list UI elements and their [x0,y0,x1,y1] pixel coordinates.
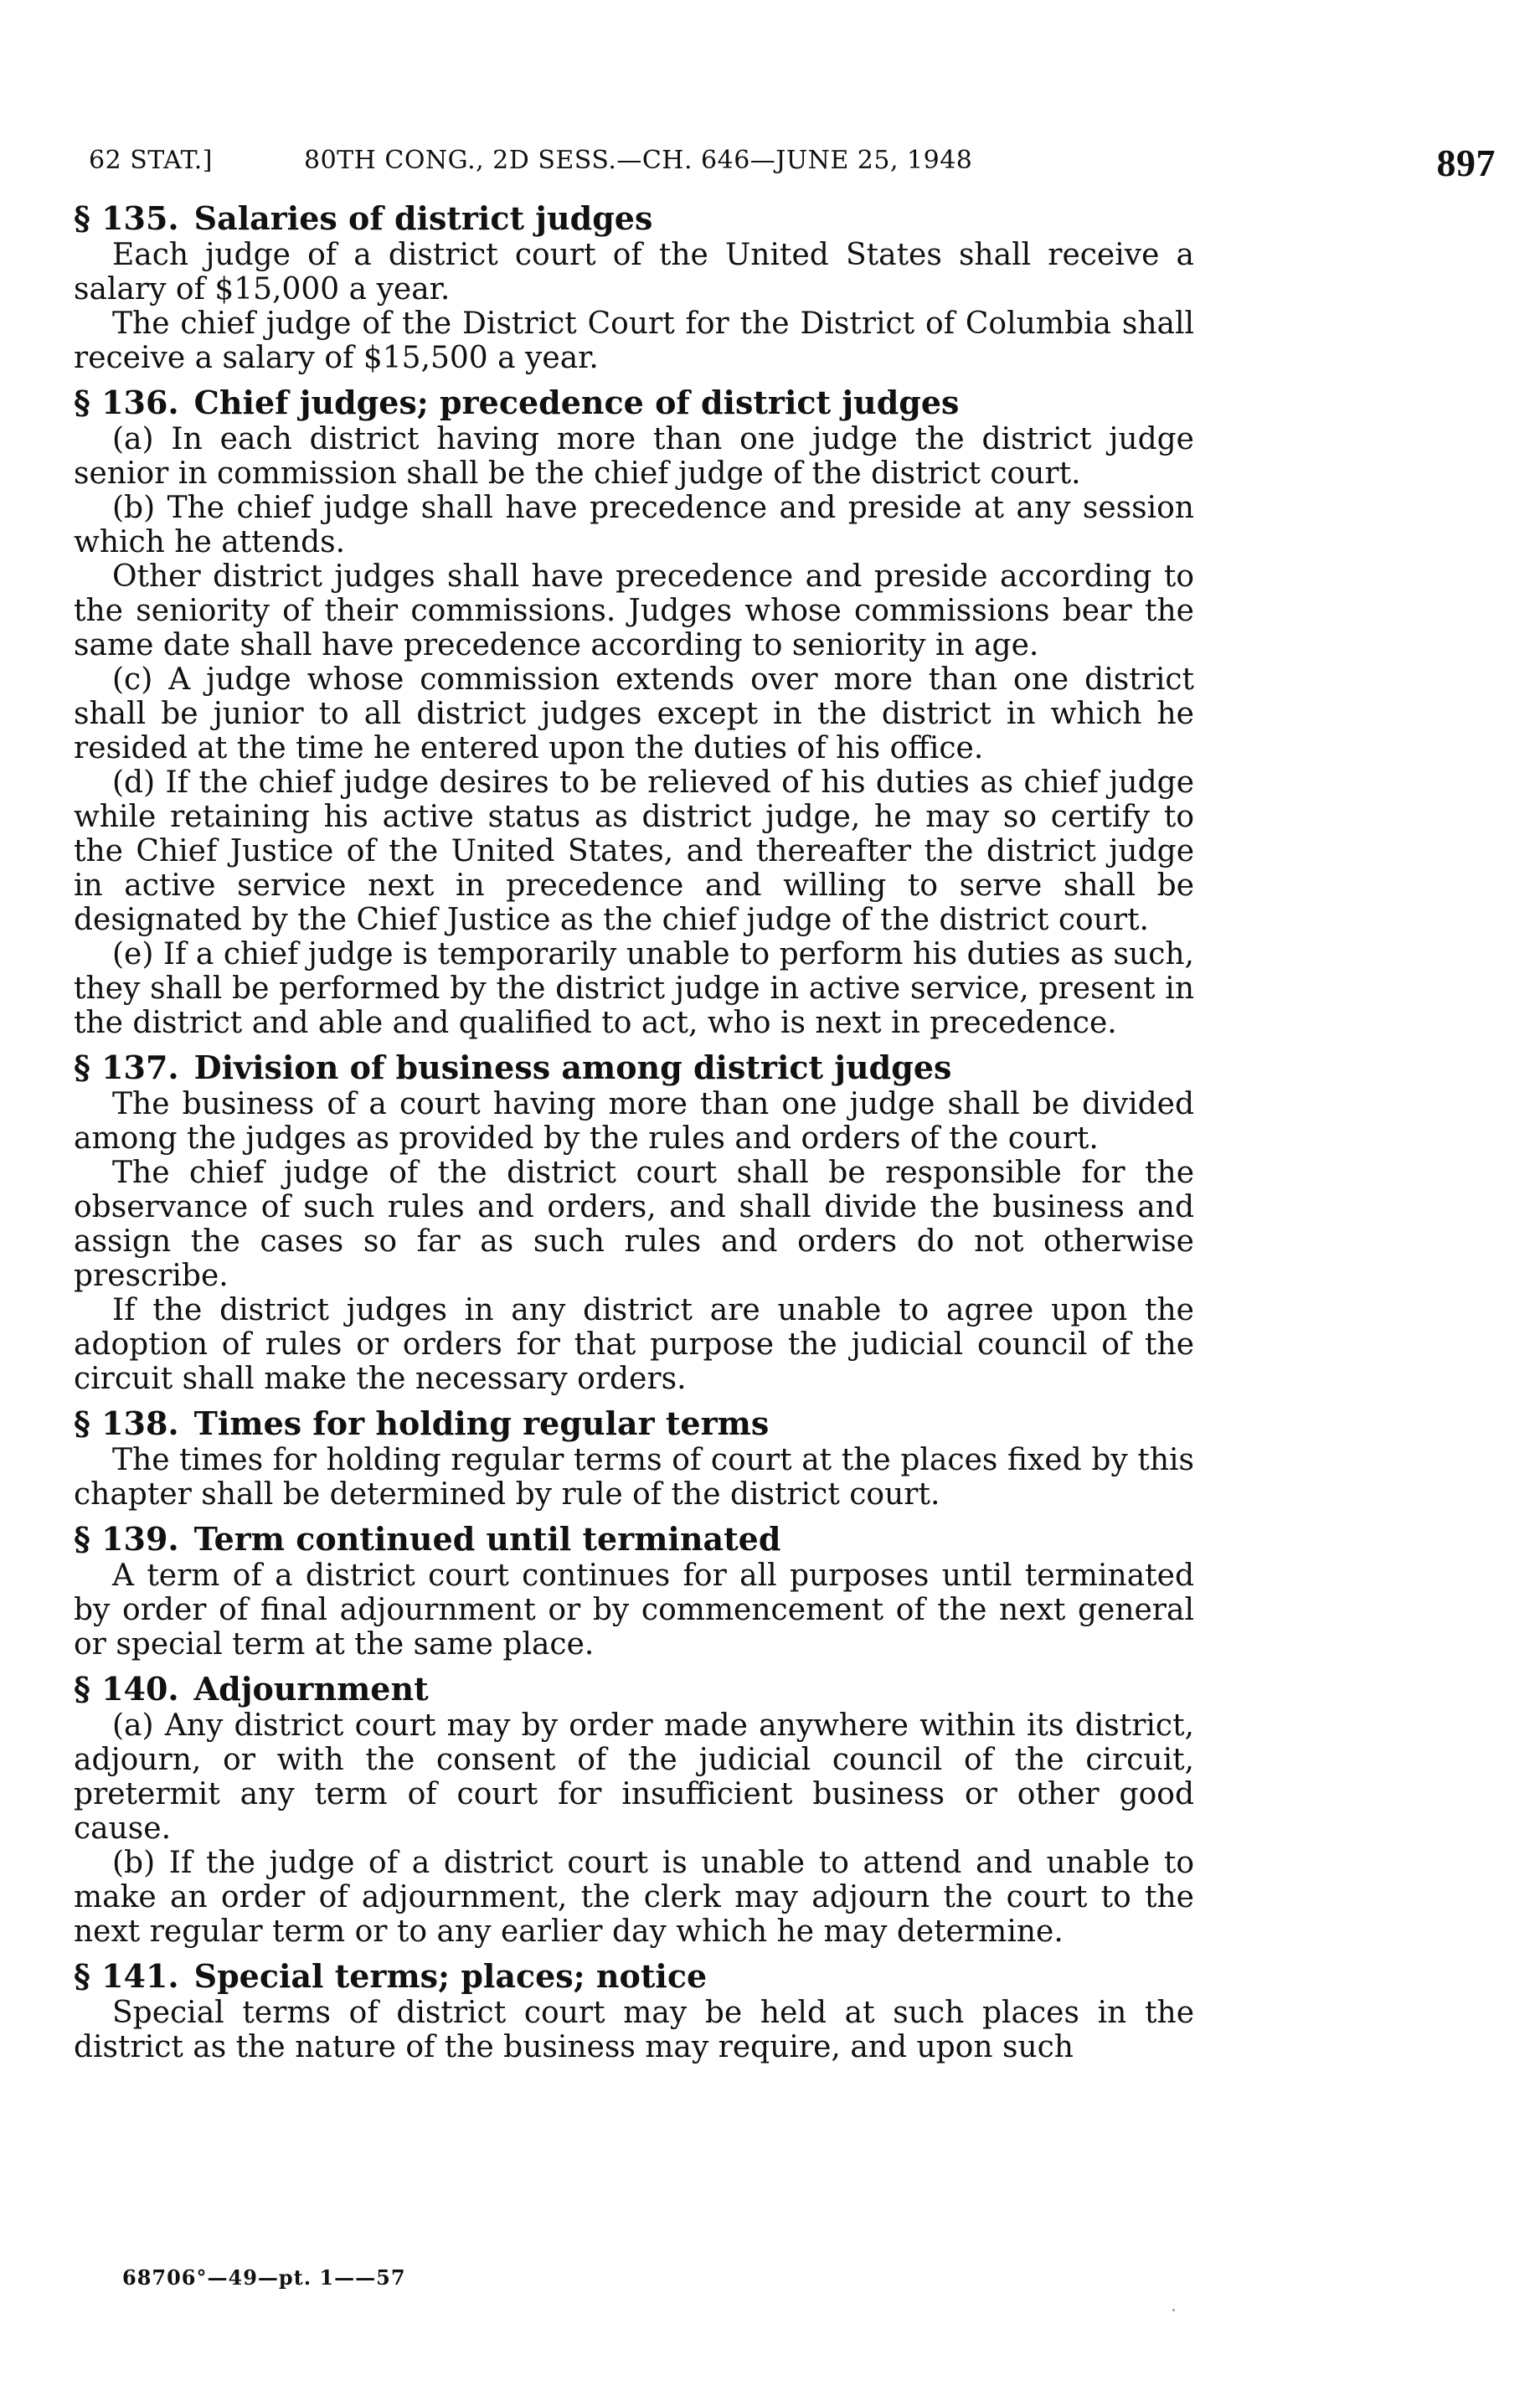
section-paragraph: Special terms of district court may be held at such places in the district as the nature of the business may require, and upon such [74,1996,1194,2064]
print-code: 68706°—49—pt. 1——57 [122,2265,406,2290]
section-number: § 140. [74,1670,179,1708]
section-paragraph: (d) If the chief judge desires to be relieved of his duties as chief judge while retaining his active status as district judge, he may so certify to the Chief Justice of the United States, and thereafter the district judge in active service next in precedence and willing to serve shall be designated by the Chief Justice as the chief judge of the district court. [74,765,1194,937]
section-paragraph: The business of a court having more than one judge shall be divided among the judges as provided by the rules and orders of the court. [74,1087,1194,1156]
section-title: Division of business among district judges [193,1049,952,1086]
congress-session-chapter: 80TH CONG., 2D SESS.—CH. 646—JUNE 25, 1948 [304,146,973,175]
section-paragraph: A term of a district court continues for all purposes until terminated by order of final adjournment or by commencement of the next general or special term at the same place. [74,1559,1194,1662]
statute-body [74,199,1194,2064]
section-heading [74,199,1194,238]
section-paragraph: (c) A judge whose commission extends over more than one district shall be junior to all district judges except in the district in which he resided at the time he entered upon the duties of his office. [74,662,1194,765]
statute-section [74,1670,1194,1949]
section-paragraph: (b) The chief judge shall have precedence and preside at any session which he attends. [74,491,1194,559]
section-heading [74,1957,1194,1996]
section-number: § 141. [74,1957,179,1995]
section-number: § 136. [74,384,179,421]
section-number: § 135. [74,199,179,237]
section-heading [74,1670,1194,1708]
section-heading [74,1049,1194,1087]
section-heading [74,1404,1194,1443]
section-paragraph: Other district judges shall have precedence and preside according to the seniority of their commissions. Judges whose commissions bear the same date shall have precedence according to seniority in age. [74,559,1194,662]
statute-section [74,199,1194,375]
section-paragraph: (b) If the judge of a district court is unable to attend and unable to make an order of adjournment, the clerk may adjourn the court to the next regular term or to any earlier day which he may determine. [74,1846,1194,1949]
section-paragraph: (a) In each district having more than one judge the district judge senior in commission shall be the chief judge of the district court. [74,422,1194,491]
section-paragraph: (a) Any district court may by order made anywhere within its district, adjourn, or with the consent of the judicial council of the circuit, pretermit any term of court for insufficient business or other good cause. [74,1708,1194,1846]
section-title: Times for holding regular terms [193,1404,770,1442]
section-heading [74,1520,1194,1559]
section-paragraph: Each judge of a district court of the United States shall receive a salary of $15,000 a year. [74,238,1194,307]
section-number: § 139. [74,1520,179,1558]
statute-section [74,1957,1194,2064]
section-paragraph: The chief judge of the district court shall be responsible for the observance of such rules and orders, and shall divide the business and assign the cases so far as such rules and orders do not otherwise prescribe. [74,1156,1194,1293]
running-header [89,141,1496,191]
section-number: § 138. [74,1404,179,1442]
section-paragraph: The chief judge of the District Court for the District of Columbia shall receive a salary of $15,500 a year. [74,307,1194,375]
section-title: Chief judges; precedence of district judges [193,384,960,421]
section-heading [74,384,1194,422]
scan-speck [1172,2309,1175,2311]
section-title: Term continued until terminated [193,1520,781,1558]
page-number: 897 [1436,142,1496,184]
statute-section [74,1520,1194,1662]
statute-section [74,1404,1194,1512]
statute-volume: 62 STAT.] [89,146,213,175]
section-number: § 137. [74,1049,179,1086]
section-paragraph: The times for holding regular terms of court at the places fixed by this chapter shall be determined by rule of the district court. [74,1443,1194,1512]
statute-section [74,384,1194,1040]
section-title: Salaries of district judges [193,199,653,237]
statute-section [74,1049,1194,1396]
section-title: Adjournment [193,1670,429,1708]
section-paragraph: (e) If a chief judge is temporarily unable to perform his duties as such, they shall be performed by the district judge in active service, present in the district and able and qualified to act, who is next in precedence. [74,937,1194,1040]
section-paragraph: If the district judges in any district are unable to agree upon the adoption of rules or orders for that purpose the judicial council of the circuit shall make the necessary orders. [74,1293,1194,1396]
section-title: Special terms; places; notice [193,1957,708,1995]
